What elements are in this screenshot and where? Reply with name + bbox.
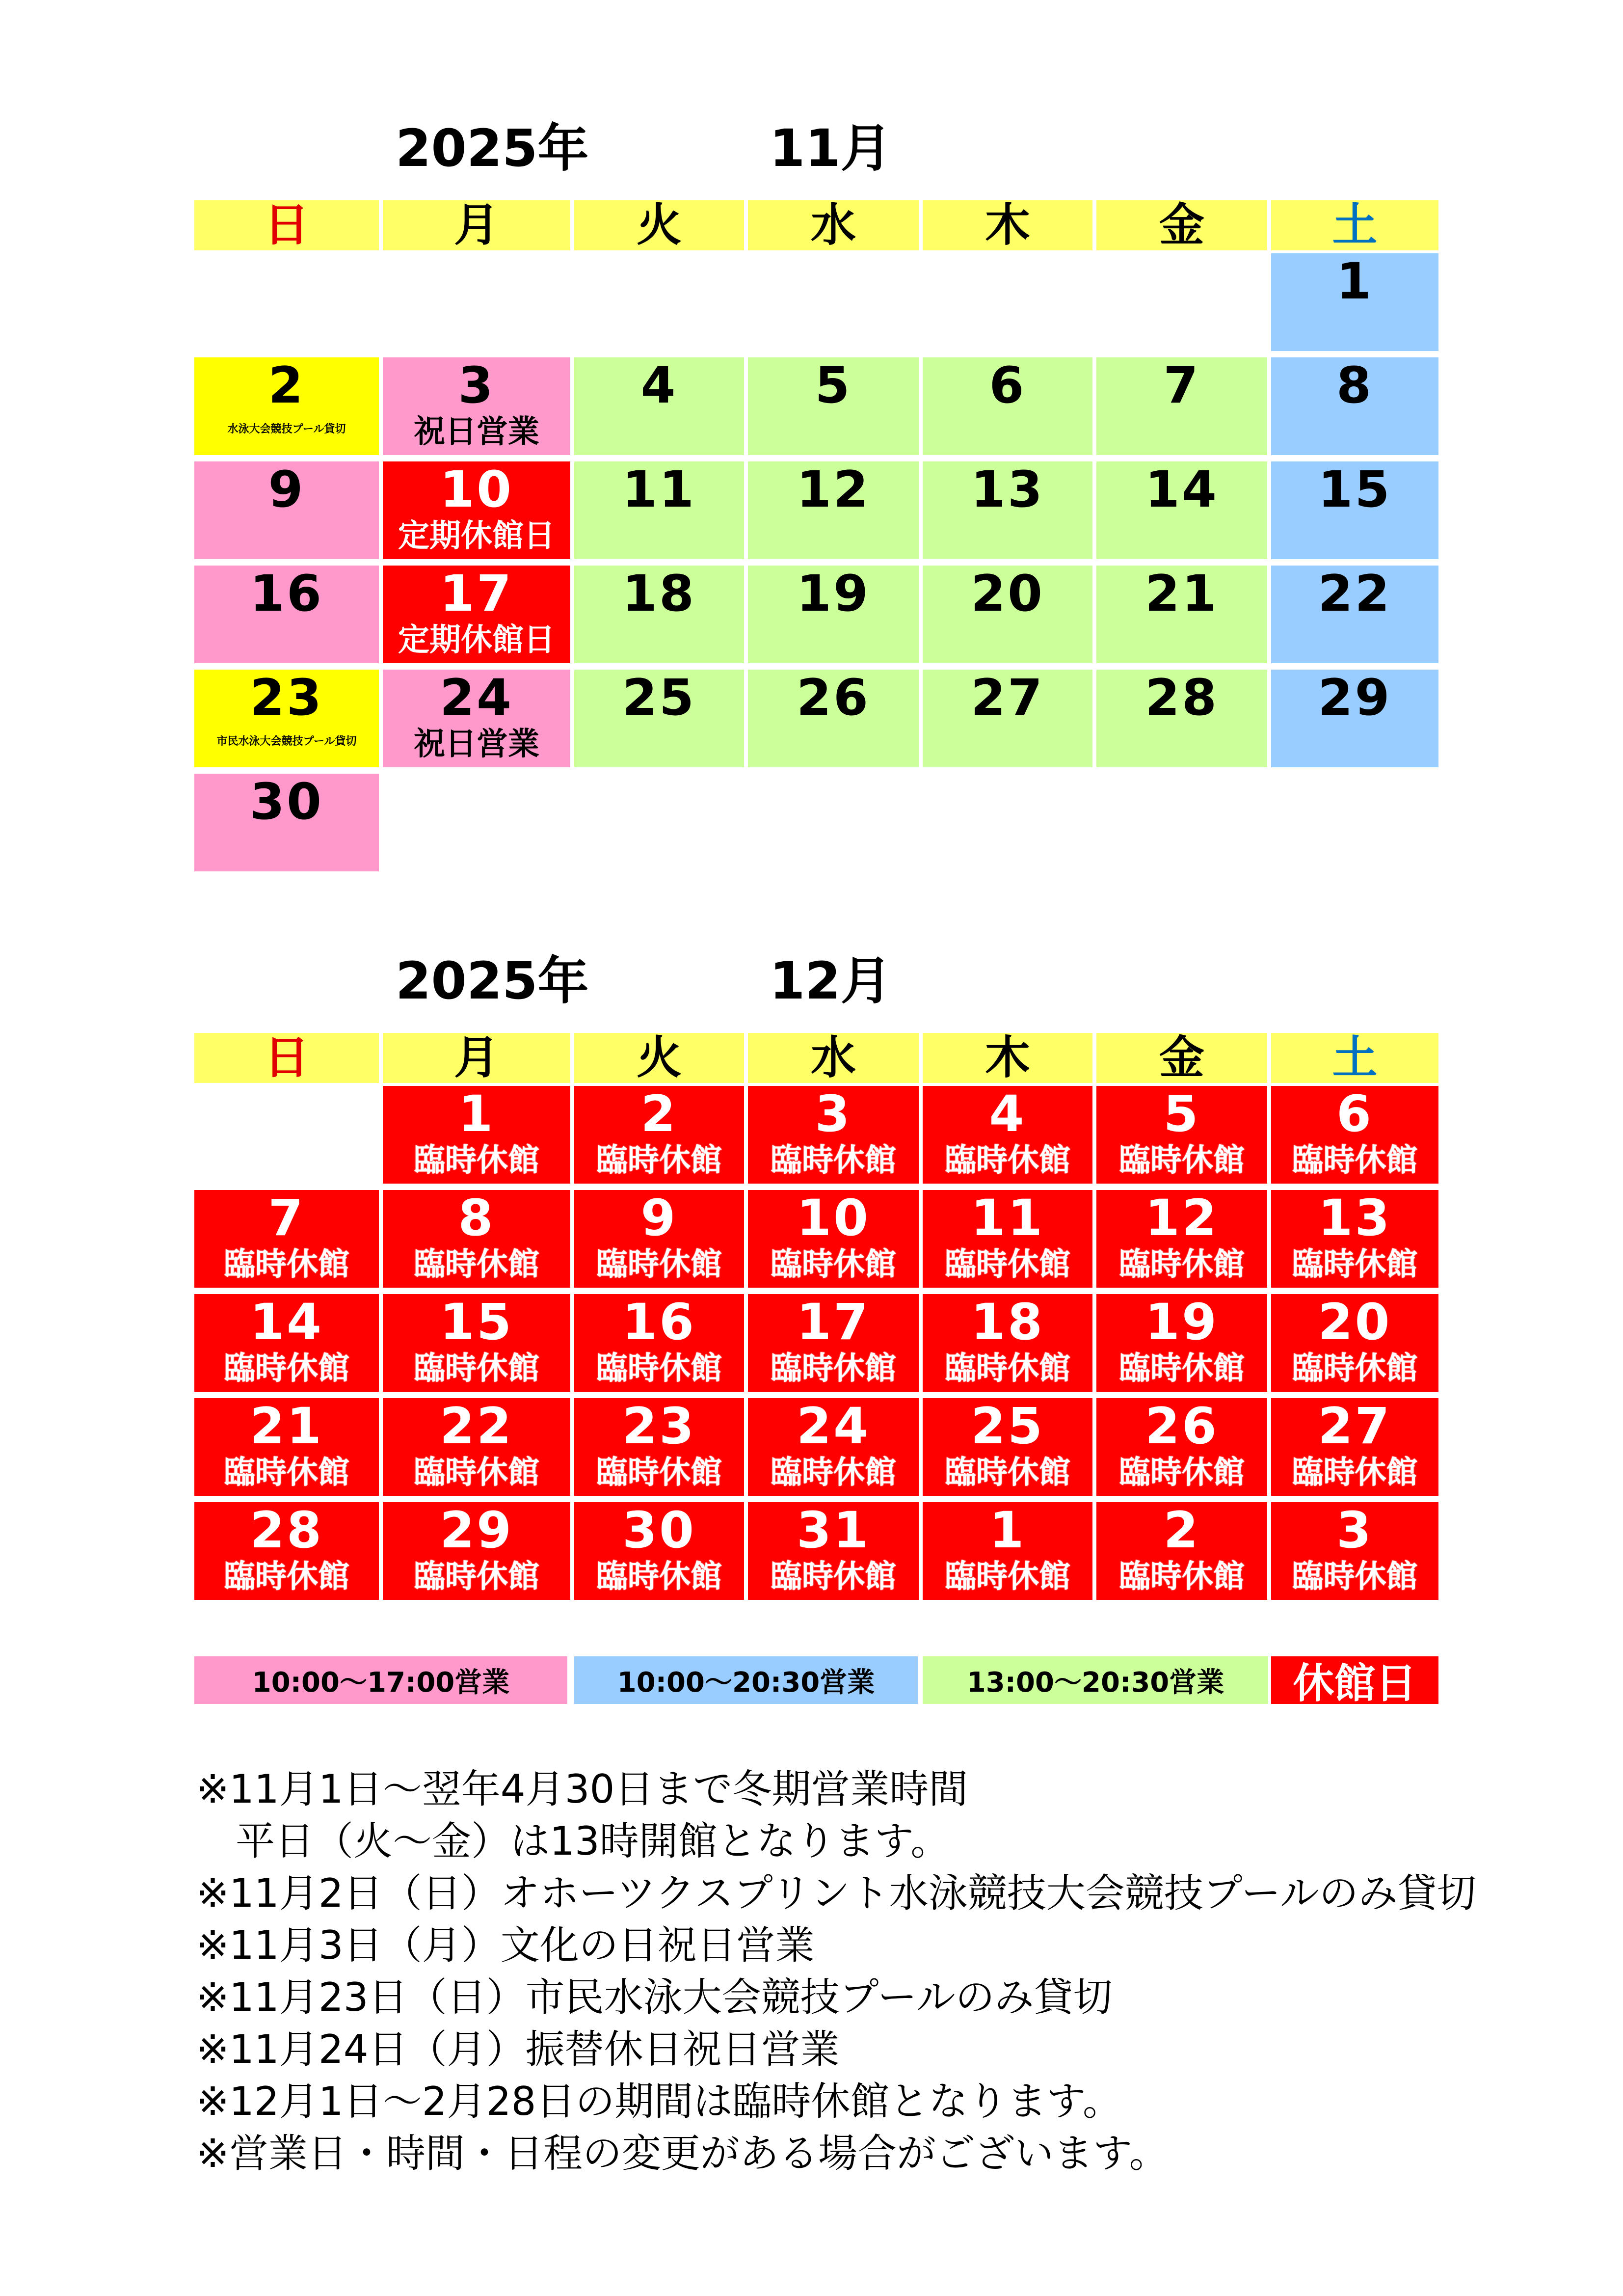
day-number: 11 — [622, 460, 696, 519]
december-day-cell — [923, 1294, 1092, 1392]
november-day-cell — [1271, 253, 1438, 351]
day-number: 2 — [268, 356, 305, 415]
closed-label: 臨時休館 — [945, 1246, 1070, 1283]
november-weekday-mon: 月 — [383, 200, 570, 250]
closed-label: 臨時休館 — [596, 1142, 722, 1179]
november-day-cell — [383, 461, 570, 559]
day-note: 水泳大会競技プール貸切 — [227, 423, 346, 436]
december-day-cell — [1096, 1398, 1267, 1496]
day-number: 8 — [1336, 356, 1373, 415]
december-day-cell — [1096, 1502, 1267, 1600]
closed-label: 臨時休館 — [1119, 1142, 1245, 1179]
day-number: 19 — [797, 565, 870, 623]
day-number: 3 — [458, 356, 495, 415]
day-number: 29 — [1318, 669, 1392, 727]
december-day-cell — [1271, 1294, 1438, 1392]
december-day-cell — [383, 1398, 570, 1496]
december-day-cell — [383, 1190, 570, 1288]
november-day-cell — [1271, 566, 1438, 663]
note-line: ※12月1日～2月28日の期間は臨時休館となります。 — [196, 2079, 1122, 2124]
december-day-cell — [194, 1502, 379, 1600]
day-number: 12 — [1145, 1189, 1219, 1247]
december-day-cell — [748, 1086, 919, 1184]
december-day-cell — [1096, 1086, 1267, 1184]
december-day-cell — [194, 1294, 379, 1392]
note-line: ※営業日・時間・日程の変更がある場合がございます。 — [196, 2131, 1169, 2176]
december-weekday-thu: 木 — [923, 1033, 1092, 1083]
november-day-cell — [1271, 670, 1438, 767]
december-day-cell — [574, 1502, 744, 1600]
day-number: 1 — [989, 1501, 1026, 1560]
day-number: 5 — [1163, 1085, 1200, 1143]
day-number: 14 — [1145, 460, 1219, 519]
day-number: 13 — [1318, 1189, 1392, 1247]
closed-label: 臨時休館 — [1119, 1351, 1245, 1387]
day-number: 22 — [440, 1397, 513, 1456]
day-number: 15 — [440, 1293, 513, 1351]
december-weekday-wed: 水 — [748, 1033, 919, 1083]
day-number: 13 — [971, 460, 1044, 519]
december-day-cell — [748, 1190, 919, 1288]
closed-label: 臨時休館 — [945, 1142, 1070, 1179]
closed-label: 臨時休館 — [224, 1246, 349, 1283]
note-line: 平日（火～金）は13時開館となります。 — [196, 1818, 950, 1864]
notes-list — [196, 1763, 1476, 2180]
november-month: 11月 — [770, 118, 892, 178]
closed-label: 臨時休館 — [1119, 1455, 1245, 1491]
november-weekday-sun: 日 — [194, 200, 379, 250]
december-weekday-mon: 月 — [383, 1033, 570, 1083]
november-day-cell — [923, 670, 1092, 767]
closed-label: 臨時休館 — [771, 1455, 896, 1491]
day-number: 23 — [250, 669, 323, 727]
day-number: 17 — [797, 1293, 870, 1351]
december-day-cell — [748, 1398, 919, 1496]
closed-label: 臨時休館 — [414, 1142, 539, 1179]
closed-label: 臨時休館 — [414, 1559, 539, 1595]
december-day-cell — [923, 1086, 1092, 1184]
november-day-cell — [748, 670, 919, 767]
november-day-cell — [1271, 461, 1438, 559]
november-weekday-sat: 土 — [1271, 200, 1438, 250]
day-number: 2 — [1163, 1501, 1200, 1560]
november-day-cell — [748, 566, 919, 663]
closed-label: 臨時休館 — [771, 1351, 896, 1387]
day-number: 21 — [1145, 565, 1219, 623]
november-day-cell — [194, 670, 379, 767]
closed-label: 臨時休館 — [224, 1455, 349, 1491]
closed-label: 臨時休館 — [1119, 1559, 1245, 1595]
closed-label: 臨時休館 — [596, 1246, 722, 1283]
november-day-cell — [923, 357, 1092, 455]
december-day-cell — [1271, 1190, 1438, 1288]
day-number: 4 — [989, 1085, 1026, 1143]
day-number: 25 — [622, 669, 696, 727]
december-day-cell — [748, 1502, 919, 1600]
day-note: 定期休館日 — [398, 518, 555, 555]
legend-item-red: 休館日 — [1271, 1656, 1438, 1704]
closed-label: 臨時休館 — [414, 1246, 539, 1283]
november-weekday-fri: 金 — [1096, 200, 1267, 250]
day-number: 12 — [797, 460, 870, 519]
november-weekday-tue: 火 — [574, 200, 744, 250]
day-number: 9 — [268, 460, 305, 519]
november-day-cell — [748, 357, 919, 455]
day-number: 6 — [1336, 1085, 1373, 1143]
note-line: ※11月23日（日）市民水泳大会競技プールのみ貸切 — [196, 1974, 1113, 2020]
note-line: ※11月3日（月）文化の日祝日営業 — [196, 1922, 815, 1968]
closed-label: 臨時休館 — [596, 1351, 722, 1387]
december-weekday-fri: 金 — [1096, 1033, 1267, 1083]
day-number: 27 — [971, 669, 1044, 727]
day-number: 23 — [622, 1397, 696, 1456]
day-number: 14 — [250, 1293, 323, 1351]
closed-label: 臨時休館 — [1292, 1142, 1418, 1179]
day-number: 22 — [1318, 565, 1392, 623]
day-number: 18 — [971, 1293, 1044, 1351]
day-number: 9 — [640, 1189, 678, 1247]
day-number: 30 — [622, 1501, 696, 1560]
closed-label: 臨時休館 — [414, 1455, 539, 1491]
day-number: 31 — [797, 1501, 870, 1560]
note-line: ※11月2日（日）オホーツクスプリント水泳競技大会競技プールのみ貸切 — [196, 1870, 1476, 1916]
closed-label: 臨時休館 — [596, 1455, 722, 1491]
december-weekday-sun: 日 — [194, 1033, 379, 1083]
december-weekday-tue: 火 — [574, 1033, 744, 1083]
december-day-cell — [383, 1294, 570, 1392]
november-day-cell — [748, 461, 919, 559]
november-day-cell — [574, 461, 744, 559]
day-number: 28 — [1145, 669, 1219, 727]
day-number: 16 — [250, 565, 323, 623]
november-weekday-header-row — [194, 200, 1438, 250]
november-day-cell — [923, 566, 1092, 663]
day-number: 28 — [250, 1501, 323, 1560]
november-day-cell — [1096, 461, 1267, 559]
legend-item-pink: 10:00～17:00営業 — [194, 1656, 567, 1704]
day-number: 3 — [815, 1085, 852, 1143]
day-number: 1 — [458, 1085, 495, 1143]
closed-label: 臨時休館 — [771, 1246, 896, 1283]
day-number: 18 — [622, 565, 696, 623]
december-day-cell — [748, 1294, 919, 1392]
november-day-cell — [194, 566, 379, 663]
closed-label: 臨時休館 — [224, 1559, 349, 1595]
november-day-cell — [194, 774, 379, 871]
november-day-cell — [1096, 566, 1267, 663]
day-number: 25 — [971, 1397, 1044, 1456]
day-number: 26 — [797, 669, 870, 727]
day-number: 4 — [640, 356, 678, 415]
november-day-cell — [923, 461, 1092, 559]
legend-item-green: 13:00～20:30営業 — [923, 1656, 1268, 1704]
day-note: 祝日営業 — [414, 414, 539, 451]
december-day-cell — [923, 1502, 1092, 1600]
day-number: 16 — [622, 1293, 696, 1351]
december-weekday-header-row — [194, 1033, 1438, 1083]
november-weekday-thu: 木 — [923, 200, 1092, 250]
day-note: 祝日営業 — [414, 726, 539, 763]
note-line: ※11月1日～翌年4月30日まで冬期営業時間 — [196, 1766, 968, 1812]
november-day-cell — [1096, 357, 1267, 455]
december-weekday-sat: 土 — [1271, 1033, 1438, 1083]
day-number: 1 — [1336, 252, 1373, 311]
day-number: 29 — [440, 1501, 513, 1560]
closed-label: 臨時休館 — [945, 1351, 1070, 1387]
december-year: 2025年 — [396, 951, 589, 1011]
day-number: 21 — [250, 1397, 323, 1456]
november-day-cell — [383, 357, 570, 455]
november-day-cell — [574, 566, 744, 663]
day-number: 11 — [971, 1189, 1044, 1247]
closed-label: 臨時休館 — [1292, 1246, 1418, 1283]
december-day-cell — [574, 1086, 744, 1184]
december-day-cell — [923, 1190, 1092, 1288]
day-number: 2 — [640, 1085, 678, 1143]
december-day-cell — [1096, 1190, 1267, 1288]
november-day-cell — [383, 670, 570, 767]
closed-label: 臨時休館 — [945, 1559, 1070, 1595]
closed-label: 臨時休館 — [596, 1559, 722, 1595]
day-number: 30 — [250, 773, 323, 831]
legend-item-blue: 10:00～20:30営業 — [574, 1656, 918, 1704]
closed-label: 臨時休館 — [224, 1351, 349, 1387]
day-number: 6 — [989, 356, 1026, 415]
december-day-cell — [574, 1398, 744, 1496]
december-day-cell — [194, 1398, 379, 1496]
december-day-cell — [1271, 1086, 1438, 1184]
closed-label: 臨時休館 — [771, 1559, 896, 1595]
day-number: 10 — [797, 1189, 870, 1247]
december-month: 12月 — [770, 951, 892, 1011]
november-day-cell — [1271, 357, 1438, 455]
closed-label: 臨時休館 — [771, 1142, 896, 1179]
day-number: 7 — [268, 1189, 305, 1247]
day-number: 10 — [440, 460, 513, 519]
november-day-cell — [194, 357, 379, 455]
day-number: 3 — [1336, 1501, 1373, 1560]
day-note: 市民水泳大会競技プール貸切 — [216, 735, 357, 748]
december-day-cell — [383, 1086, 570, 1184]
day-number: 24 — [440, 669, 513, 727]
closed-label: 臨時休館 — [1292, 1455, 1418, 1491]
day-note: 定期休館日 — [398, 622, 555, 659]
december-day-cell — [383, 1502, 570, 1600]
december-day-cell — [574, 1190, 744, 1288]
december-day-cell — [1271, 1398, 1438, 1496]
november-day-cell — [383, 566, 570, 663]
december-day-cell — [923, 1398, 1092, 1496]
closed-label: 臨時休館 — [945, 1455, 1070, 1491]
closed-label: 臨時休館 — [1119, 1246, 1245, 1283]
november-year: 2025年 — [396, 118, 589, 178]
day-number: 20 — [1318, 1293, 1392, 1351]
november-day-cell — [574, 670, 744, 767]
note-line: ※11月24日（月）振替休日祝日営業 — [196, 2026, 840, 2072]
november-day-cell — [1096, 670, 1267, 767]
day-number: 17 — [440, 565, 513, 623]
december-day-cell — [194, 1190, 379, 1288]
november-weekday-wed: 水 — [748, 200, 919, 250]
closed-label: 臨時休館 — [414, 1351, 539, 1387]
day-number: 19 — [1145, 1293, 1219, 1351]
day-number: 24 — [797, 1397, 870, 1456]
december-day-cell — [1271, 1502, 1438, 1600]
december-day-cell — [574, 1294, 744, 1392]
december-day-cell — [1096, 1294, 1267, 1392]
november-day-cell — [194, 461, 379, 559]
day-number: 7 — [1163, 356, 1200, 415]
day-number: 27 — [1318, 1397, 1392, 1456]
closed-label: 臨時休館 — [1292, 1351, 1418, 1387]
day-number: 20 — [971, 565, 1044, 623]
day-number: 8 — [458, 1189, 495, 1247]
day-number: 26 — [1145, 1397, 1219, 1456]
day-number: 5 — [815, 356, 852, 415]
day-number: 15 — [1318, 460, 1392, 519]
november-day-cell — [574, 357, 744, 455]
closed-label: 臨時休館 — [1292, 1559, 1418, 1595]
